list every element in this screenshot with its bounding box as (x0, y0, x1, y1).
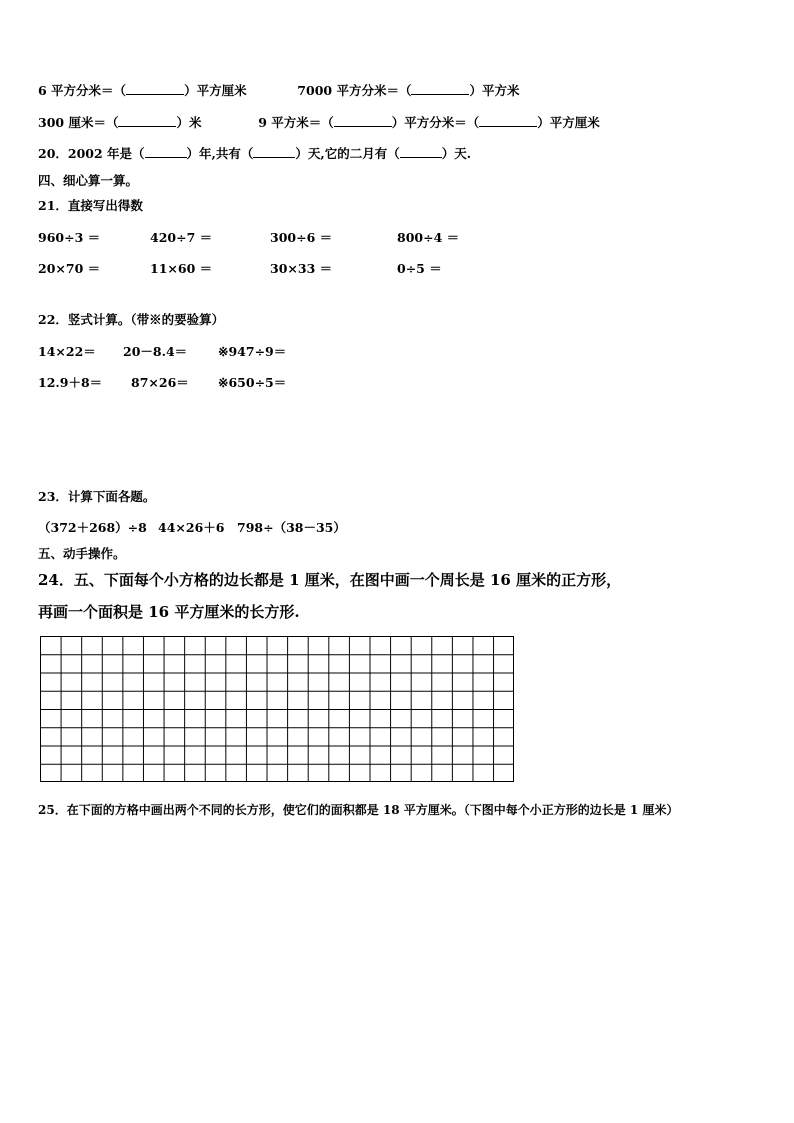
q19-line1 (38, 83, 519, 99)
q24-line2: 再画一个面积是 16 平方厘米的长方形. (38, 603, 300, 621)
q22-item: ※947÷9＝ (218, 344, 287, 359)
q22-item: 20－8.4＝ (123, 344, 188, 359)
q19-text: ）平方厘米 (537, 115, 600, 130)
q19-text: 6 平方分米＝（ (38, 83, 127, 98)
q19-text: ）米 (176, 115, 202, 130)
q23-title: 23．计算下面各题。 (38, 489, 156, 504)
q22-item: 12.9＋8＝ (38, 375, 103, 390)
section-heading-4: 四、细心算一算。 (38, 173, 139, 188)
q21-item: 420÷7 ＝ (150, 230, 213, 245)
q21-item: 800÷4 ＝ (397, 230, 460, 245)
q21-item: 30×33 ＝ (270, 261, 333, 276)
q24-line1: 24．五、下面每个小方格的边长都是 1 厘米，在图中画一个周长是 16 厘米的正方形， (38, 571, 622, 589)
section-heading-5: 五、动手操作。 (38, 546, 126, 561)
q22-item: ※650÷5＝ (218, 375, 287, 390)
q19-text: 300 厘米＝（ (38, 115, 119, 130)
q25-text: 25．在下面的方格中画出两个不同的长方形，使它们的面积都是 18 平方厘米。（下图中每个小正方形的边长是 1 厘米） (38, 803, 679, 817)
q23-item: 798÷（38－35） (237, 520, 346, 535)
answer-blank[interactable] (334, 115, 392, 127)
q22-item: 14×22＝ (38, 344, 96, 359)
q21-title: 21．直接写出得数 (38, 198, 143, 213)
q20-text: ）天,它的二月有（ (295, 146, 400, 161)
q19-line2 (38, 115, 600, 131)
q19-text: ）平方分米＝（ (391, 115, 480, 130)
q19-text: 7000 平方分米＝（ (297, 83, 412, 98)
answer-blank[interactable] (400, 146, 442, 158)
answer-blank[interactable] (118, 115, 176, 127)
q20-line (38, 146, 471, 162)
q20-text: 20．2002 年是（ (38, 146, 145, 161)
square-grid[interactable] (40, 636, 514, 782)
answer-blank[interactable] (253, 146, 295, 158)
q22-item: 87×26＝ (131, 375, 189, 390)
q23-item: （372＋268）÷8 (38, 520, 147, 535)
q20-text: ）年,共有（ (186, 146, 254, 161)
q21-item: 0÷5 ＝ (397, 261, 442, 276)
q21-item: 300÷6 ＝ (270, 230, 333, 245)
q19-text: ）平方厘米 (184, 83, 247, 98)
answer-blank[interactable] (126, 83, 184, 95)
q21-item: 20×70 ＝ (38, 261, 101, 276)
q23-item: 44×26＋6 (158, 520, 225, 535)
q20-text: ）天. (441, 146, 472, 161)
q19-text: ）平方米 (469, 83, 520, 98)
q21-item: 960÷3 ＝ (38, 230, 101, 245)
q22-title: 22．竖式计算。（带※的要验算） (38, 312, 225, 327)
q21-item: 11×60 ＝ (150, 261, 213, 276)
answer-blank[interactable] (145, 146, 187, 158)
answer-blank[interactable] (411, 83, 469, 95)
answer-blank[interactable] (479, 115, 537, 127)
q19-text: 9 平方米＝（ (258, 115, 334, 130)
